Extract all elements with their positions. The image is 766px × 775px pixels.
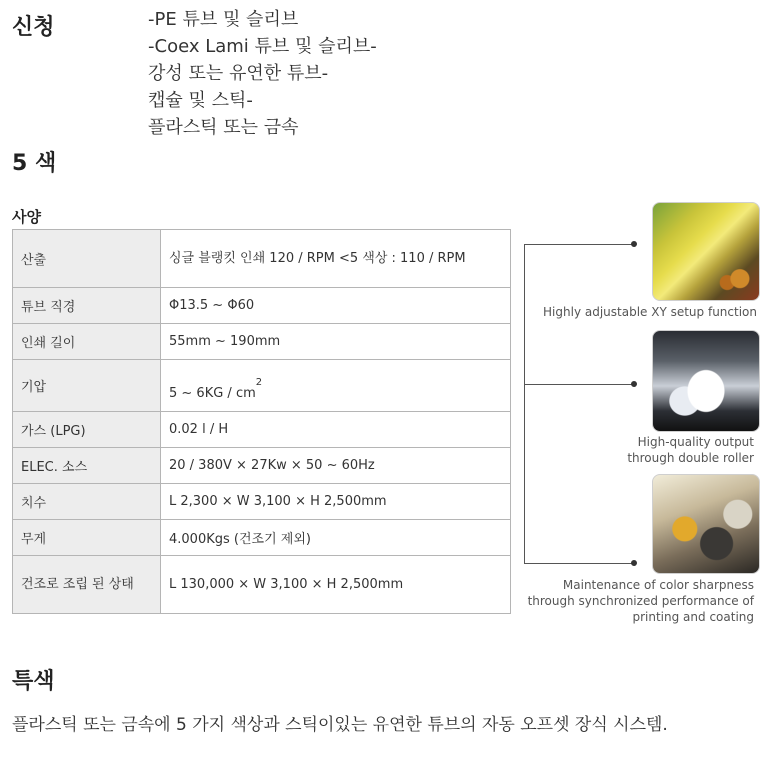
- table-row: [13, 324, 511, 360]
- spec-key: 인쇄 길이: [13, 324, 161, 360]
- table-row: [13, 448, 511, 484]
- table-row: [13, 288, 511, 324]
- table-row: [13, 360, 511, 412]
- connector-line: [524, 384, 634, 385]
- connector-dot: [631, 381, 637, 387]
- connector-line: [524, 244, 634, 245]
- table-row: [13, 520, 511, 556]
- spec-value: 5 ~ 6KG / cm: [169, 386, 256, 401]
- spec-value: 4.000Kgs (건조기 제외): [161, 520, 511, 556]
- spec-key: 가스 (LPG): [13, 412, 161, 448]
- spec-title: 사양: [12, 208, 41, 226]
- application-item: 강성 또는 유연한 튜브-: [148, 63, 329, 84]
- caption-line: printing and coating: [632, 610, 754, 624]
- table-row: [13, 412, 511, 448]
- spec-key: 치수: [13, 484, 161, 520]
- connector-dot: [631, 241, 637, 247]
- caption-line: through synchronized performance of: [527, 594, 754, 608]
- connector-dot: [631, 560, 637, 566]
- spec-value: 20 / 380V × 27Kw × 50 ~ 60Hz: [161, 448, 511, 484]
- caption-line: Maintenance of color sharpness: [562, 578, 754, 592]
- spec-value: 싱글 블랭킷 인쇄 120 / RPM <5 색상 : 110 / RPM: [161, 230, 511, 288]
- colors-heading: 5 색: [12, 151, 57, 176]
- connector-line: [524, 563, 634, 564]
- spec-value: 0.02 l / H: [161, 412, 511, 448]
- machine-photo-xy-setup: [652, 202, 760, 301]
- spec-key: 산출: [13, 230, 161, 288]
- spec-key: 무게: [13, 520, 161, 556]
- spec-value: L 130,000 × W 3,100 × H 2,500mm: [161, 556, 511, 614]
- table-row: [13, 556, 511, 614]
- spec-key: 튜브 직경: [13, 288, 161, 324]
- caption-line: Highly adjustable XY setup function: [543, 305, 757, 319]
- spec-value: L 2,300 × W 3,100 × H 2,500mm: [161, 484, 511, 520]
- application-label: 신청: [12, 15, 55, 40]
- table-row: [13, 484, 511, 520]
- features-text: 플라스틱 또는 금속에 5 가지 색상과 스틱이있는 유연한 튜브의 자동 오프셋 장식 시스템.: [12, 715, 668, 735]
- spec-key: ELEC. 소스: [13, 448, 161, 484]
- photo-caption: [543, 304, 757, 320]
- caption-line: through double roller: [627, 451, 754, 465]
- machine-photo-double-roller: [652, 330, 760, 432]
- application-item: -PE 튜브 및 슬리브: [148, 9, 299, 30]
- caption-line: High-quality output: [637, 435, 754, 449]
- superscript: 2: [255, 377, 263, 388]
- application-item: 캡슐 및 스틱-: [148, 90, 253, 111]
- connector-line: [524, 244, 525, 564]
- application-item: -Coex Lami 튜브 및 슬리브-: [148, 36, 377, 57]
- spec-key: 기압: [13, 360, 161, 412]
- features-title: 특색: [12, 669, 55, 694]
- spec-value: 55mm ~ 190mm: [161, 324, 511, 360]
- application-list: [148, 6, 377, 141]
- photo-caption: [627, 434, 754, 466]
- machine-photo-color-sharpness: [652, 474, 760, 574]
- photo-caption: [528, 577, 754, 625]
- application-item: 플라스틱 또는 금속: [148, 117, 299, 138]
- spec-table: [12, 229, 511, 614]
- spec-value-cell: [161, 360, 511, 412]
- spec-value: Φ13.5 ~ Φ60: [161, 288, 511, 324]
- spec-key: 건조로 조립 된 상태: [13, 556, 161, 614]
- table-row: [13, 230, 511, 288]
